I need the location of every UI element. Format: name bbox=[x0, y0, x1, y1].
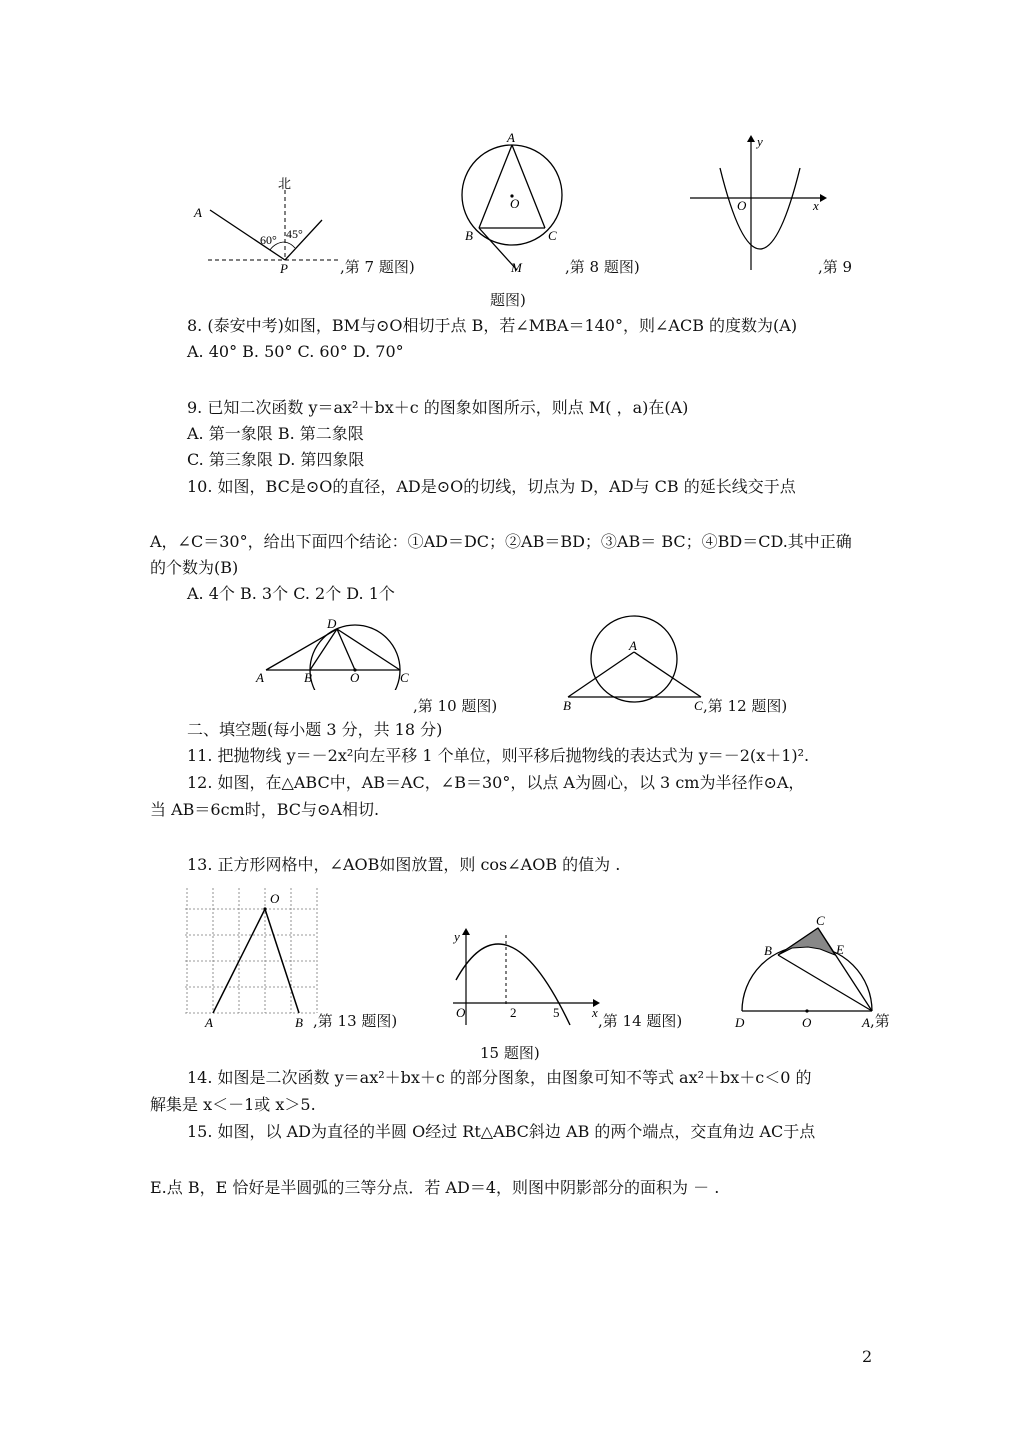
figure-12 bbox=[558, 612, 708, 712]
figure-8 bbox=[455, 130, 570, 275]
label-5: 5 bbox=[553, 1005, 560, 1020]
label-P: P bbox=[280, 261, 288, 275]
question-13: 13. 正方形网格中，∠AOB如图放置，则 cos∠AOB 的值为 . bbox=[187, 855, 621, 874]
label-C: C bbox=[816, 913, 825, 928]
question-8-options: A. 40° B. 50° C. 60° D. 70° bbox=[187, 342, 404, 361]
label-y: y bbox=[757, 134, 763, 149]
question-10-line3: 的个数为(B) bbox=[150, 558, 239, 577]
figure-14 bbox=[448, 925, 603, 1030]
label-B: B bbox=[304, 670, 312, 685]
label-north: 北 bbox=[278, 176, 292, 191]
question-15-line1: 15. 如图，以 AD为直径的半圆 O经过 Rt△ABC斜边 AB 的两个端点，交直角边 AC于点 bbox=[187, 1122, 816, 1141]
label-O: O bbox=[802, 1015, 812, 1030]
caption-fig7: ,第 7 题图) bbox=[340, 258, 415, 276]
label-2: 2 bbox=[510, 1005, 517, 1020]
question-12-line2: 当 AB＝6cm时，BC与⊙A相切. bbox=[150, 800, 380, 819]
label-B: B bbox=[563, 698, 571, 712]
label-D: D bbox=[327, 616, 337, 631]
question-10-line1: 10. 如图，BC是⊙O的直径，AD是⊙O的切线，切点为 D，AD与 CB 的延长线交于点 bbox=[187, 477, 796, 496]
label-A: A bbox=[862, 1015, 870, 1030]
caption-fig10: ,第 10 题图) bbox=[413, 697, 498, 715]
label-B: B bbox=[764, 943, 772, 958]
question-14-line2: 解集是 x＜－1或 x＞5. bbox=[150, 1095, 316, 1114]
label-45: 45° bbox=[286, 227, 303, 241]
label-O: O bbox=[737, 198, 747, 213]
label-y: y bbox=[454, 929, 460, 944]
label-A: A bbox=[629, 638, 637, 653]
figure-9 bbox=[685, 130, 830, 275]
question-12-line1: 12. 如图，在△ABC中，AB＝AC，∠B＝30°，以点 A为圆心，以 3 cm为半径作⊙A， bbox=[187, 773, 805, 792]
question-8: 8. (泰安中考)如图，BM与⊙O相切于点 B，若∠MBA＝140°，则∠ACB 的度数为(A) bbox=[187, 316, 798, 335]
label-C: C bbox=[400, 670, 409, 685]
question-11: 11. 把抛物线 y＝－2x²向左平移 1 个单位，则平移后抛物线的表达式为 y＝－2(x＋1)². bbox=[187, 746, 810, 765]
question-14-line1: 14. 如图是二次函数 y＝ax²＋bx＋c 的部分图象，由图象可知不等式 ax²＋bx＋c＜0 的 bbox=[187, 1068, 812, 1087]
label-x: x bbox=[592, 1005, 598, 1020]
question-9: 9. 已知二次函数 y＝ax²＋bx＋c 的图象如图所示，则点 M( ，a)在(A) bbox=[187, 398, 689, 417]
label-O: O bbox=[350, 670, 360, 685]
label-60: 60° bbox=[260, 233, 277, 247]
caption-fig9-cont: 题图) bbox=[490, 291, 526, 309]
question-15-line2: E.点 B，E 恰好是半圆弧的三等分点．若 AD＝4，则图中阴影部分的面积为 － . bbox=[150, 1178, 720, 1197]
question-9-options-1: A. 第一象限 B. 第二象限 bbox=[187, 424, 364, 443]
label-A: A bbox=[507, 130, 515, 145]
caption-fig12: ,第 12 题图) bbox=[703, 697, 788, 715]
question-10-line2: A，∠C＝30°，给出下面四个结论：①AD＝DC；②AB＝BD；③AB＝ BC；④BD＝CD.其中正确 bbox=[150, 532, 852, 551]
label-O: O bbox=[456, 1005, 466, 1020]
caption-fig13: ,第 13 题图) bbox=[313, 1012, 398, 1030]
label-C: C bbox=[694, 698, 703, 712]
caption-fig15: ,第 bbox=[870, 1012, 890, 1030]
label-B: B bbox=[295, 1015, 303, 1030]
caption-fig14: ,第 14 题图) bbox=[598, 1012, 683, 1030]
label-x: x bbox=[813, 198, 819, 213]
figure-15 bbox=[730, 908, 880, 1033]
label-O: O bbox=[510, 196, 520, 211]
question-9-options-2: C. 第三象限 D. 第四象限 bbox=[187, 450, 365, 469]
caption-fig9: ,第 9 bbox=[818, 258, 853, 276]
label-B: B bbox=[465, 228, 473, 243]
section-title: 二、填空题(每小题 3 分，共 18 分) bbox=[187, 720, 443, 739]
label-M: M bbox=[511, 260, 522, 275]
label-A: A bbox=[194, 205, 202, 220]
label-A: A bbox=[256, 670, 264, 685]
figure-10 bbox=[252, 615, 417, 690]
figure-13 bbox=[185, 883, 325, 1031]
question-10-options: A. 4个 B. 3个 C. 2个 D. 1个 bbox=[187, 584, 395, 603]
caption-fig15-cont: 15 题图) bbox=[480, 1044, 540, 1062]
label-D: D bbox=[735, 1015, 745, 1030]
label-O: O bbox=[270, 891, 280, 906]
figure-7 bbox=[190, 170, 350, 275]
label-A: A bbox=[205, 1015, 213, 1030]
page-number: 2 bbox=[862, 1347, 873, 1366]
label-E: E bbox=[836, 942, 844, 957]
label-C: C bbox=[548, 228, 557, 243]
caption-fig8: ,第 8 题图) bbox=[565, 258, 640, 276]
